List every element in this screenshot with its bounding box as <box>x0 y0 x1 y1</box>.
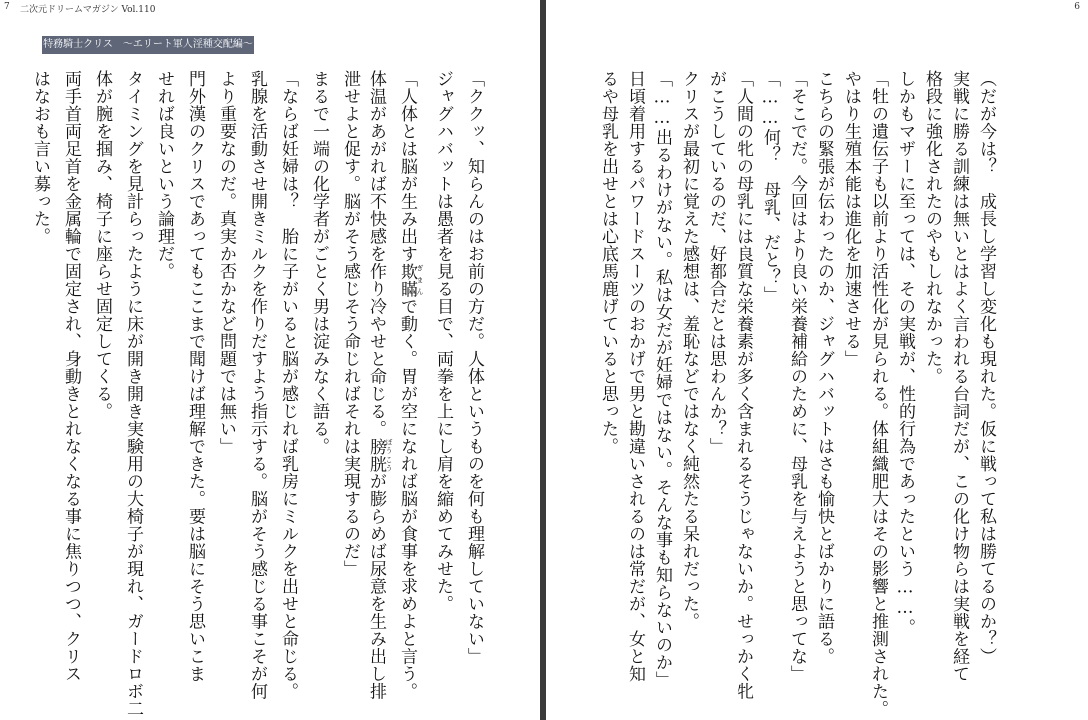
ruby-annotation: 膀胱 ぼうこう <box>366 437 393 473</box>
text-line: こちらの緊張が伝わったのか、ジャグハバットはさも愉快とばかりに語る。 <box>814 70 834 665</box>
text-line: 実戦に勝る訓練は無いとはよく言われる台詞だが、この化け物らは実戦を経て <box>949 70 969 683</box>
text-line: やはり生殖本能は進化を加速させる」 <box>841 70 861 368</box>
text-line: 体温があがれば不快感を作り冷やせと命じる。膀胱 ぼうこうが膨らめば尿意を生み出し排 <box>366 70 393 700</box>
text-line: 門外漢のクリスであってもここまで聞けば理解できた。要は脳にそう思いこま <box>185 70 205 683</box>
text-line: 乳腺を活動させ開きミルクを作りだすよう指示する。脳がそう感じる事こそが何 <box>247 70 267 700</box>
text-line: まるで一端の化学者がごとく男は淀みなく語る。 <box>309 70 329 455</box>
text-line: 「……出るわけがない。私は女だが妊婦ではない。そんな事も知らないのか」 <box>652 70 672 689</box>
left-page-number: 7 <box>4 2 10 12</box>
text-line: 「ククッ、知らんのはお前の方だ。人体というものを何も理解していない」 <box>464 70 484 665</box>
text-line: 「……何？ 母乳、だと？」 <box>760 70 780 304</box>
text-line: 日頃着用するパワードスーツのおかげで男と勘違いされるのは常だが、女と知 <box>625 70 645 683</box>
text-line: 両手首両足首を金属輪で固定され、身動きとれなくなる事に焦りつつ、クリス <box>61 70 81 683</box>
text-line: がこうしているのだ、好都合だとは思わんか？」 <box>706 70 726 455</box>
right-page-number: 6 <box>1074 2 1080 12</box>
text-line: 「人体とは脳が生み出す欺瞞 ぎまんで動く。胃が空になれば脳が食事を求めよと言う。 <box>397 70 424 700</box>
ruby-annotation: 欺瞞 ぎまん <box>397 262 424 298</box>
chapter-title: 特務騎士クリス ～エリート軍人淫種交配編～ <box>42 36 254 54</box>
text-line: るや母乳を出せとは心底馬鹿げていると思った。 <box>598 70 618 455</box>
text-line: より重要なのだ。真実か否かなど問題では無い」 <box>216 70 236 455</box>
text-line: 泄せよと促す。脳がそう感じそう命じればそれは実現するのだ」 <box>340 70 360 578</box>
text-line: （だが今は？ 成長し学習し変化も現れた。仮に戦って私は勝てるのか？） <box>976 70 996 665</box>
left-page <box>0 0 540 720</box>
text-line: しかもマザーに至っては、その実戦が、性的行為であったという……。 <box>895 70 915 636</box>
right-page <box>546 0 1088 720</box>
text-line: 「ならば妊婦は？ 胎に子がいると脳が感じれば乳房にミルクを出せと命じる。 <box>278 70 298 700</box>
text-line: はなおも言い募った。 <box>30 70 50 245</box>
text-line: 格段に強化されたのやもしれなかった。 <box>922 70 942 385</box>
magazine-title: 二次元ドリームマガジン Vol.110 <box>20 5 156 15</box>
text-line: 体が腕を掴み、椅子に座らせ固定してくる。 <box>92 70 112 420</box>
text-line: 「牡の遺伝子も以前より活性化が見られる。体組織肥大はその影響と推測された。 <box>868 70 888 718</box>
text-line: ジャグハバットは愚者を見る目で、両拳を上にし肩を縮めてみせた。 <box>433 70 453 613</box>
text-line: せれば良いという論理だ。 <box>154 70 174 280</box>
text-line: タイミングを見計らったように床が開き開き実験用の大椅子が現れ、ガードロボ二 <box>123 70 143 718</box>
text-line: 「人間の牝の母乳には良質な栄養素が多く含まれるそうじゃないか。せっかく牝 <box>733 70 753 700</box>
text-line: クリスが最初に覚えた感想は、羞恥などではなく純然たる呆れだった。 <box>679 70 699 630</box>
text-line: 「そこでだ。今回はより良い栄養補給のために、母乳を与えようと思ってな」 <box>787 70 807 683</box>
